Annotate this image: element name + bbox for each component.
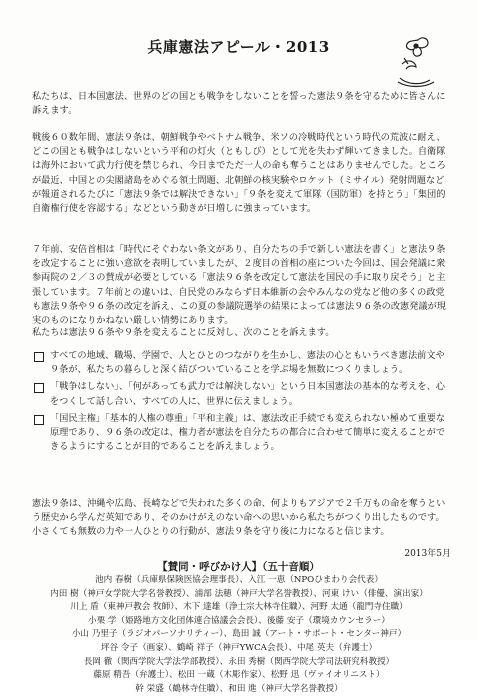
checkbox-icon bbox=[34, 383, 44, 393]
checkbox-icon bbox=[34, 352, 44, 362]
intro-text: 私たちは、日本国憲法、世界のどの国とも戦争をしないことを誓った憲法９条を守るために皆さんに訴えます。 bbox=[32, 91, 446, 117]
list-item bbox=[32, 380, 452, 408]
supporter-row: 川上 盾（東神戸教会 牧師）、木下 達雄（浄土宗大林寺住職）、河野 太通（龍門寺住職） bbox=[70, 602, 408, 613]
paragraph-2 bbox=[32, 243, 452, 328]
list-item bbox=[32, 349, 452, 377]
checkbox-icon bbox=[34, 415, 44, 425]
paragraph-3-text: 私たちは憲法９６条や９条を変えることに反対し、次のことを訴えます。 bbox=[32, 327, 335, 338]
supporter-row: 池内 春樹（兵庫県保険医協会理事長）、入江 一恵（NPOひまわり会代表） bbox=[95, 575, 383, 585]
document-date: 2013年5月 bbox=[404, 549, 451, 559]
paragraph-3 bbox=[32, 326, 452, 340]
supporter-row: 長岡 徹（関西学院大学法学部教授）、永田 秀樹（関西学院大学司法研究科教授） bbox=[83, 656, 395, 667]
supporter-row: 幹 栄盛（鶴林寺住職）、和田 進（神戸大学名誉教授） bbox=[135, 683, 343, 694]
supporters-heading: 【賛同・呼びかけ人】（五十音順） bbox=[157, 561, 320, 573]
document-title: 兵庫憲法アピール・2013 bbox=[147, 38, 330, 56]
list-item-text: 「国民主権」「基本的人権の尊重」「平和主義」は、憲法改正手続でも変えられない極めて重要な原理であり、９６条の改定は、権力者が憲法を自分たちの都合に合わせて簡単に変えることができるようにすることが目的であることを訴えましょう。 bbox=[50, 412, 446, 453]
supporter-row: 坪谷 令子（画家）、鶴崎 祥子（神戸YWCA会長）、中尾 英夫（弁護士） bbox=[100, 642, 378, 653]
supporter-row: 小栗 学（姫路地方文化団体連合協議会会長）、後藤 安子（環境カウンセラー） bbox=[88, 615, 390, 626]
intro-paragraph bbox=[32, 90, 452, 118]
paragraph-4-text: 憲法９条は、沖縄や広島、長崎などで失われた多くの命、何よりもアジアで２千万もの命を奪うという歴史から学んだ英知であり、そのかけがえのない命への思いから私たちがつくり出したものです。小さくても無数の力や一人ひとりの行動が、憲法９条を守り後に力になると信じます。 bbox=[32, 498, 446, 538]
list-item-text: 「戦争はしない」、「何があっても武力では解決しない」という日本国憲法の基本的な考えを、心をつくして話し合い、すべての人に、世界に伝えましょう。 bbox=[50, 381, 445, 407]
list-item-text: すべての地域、職場、学園で、人とひとのつながりを生かし、憲法の心ともいうべき憲法前文や９条が、私たちの暮らしと深く結びついていることを学ぶ場を無数につくりましょう。 bbox=[50, 350, 445, 376]
list-item bbox=[32, 412, 452, 455]
paragraph-2-text: ７年前、安倍首相は「時代にそぐわない条文があり、自分たちの手で新しい憲法を書く」と憲法９条を改定することに強い意欲を表明していましたが、２度目の首相の座についた今回は、国会発議に衆参両院の２／３の賛成が必要としている「憲法９６条を改定して憲法を国民の手に取り戻そう」と主張しています。７年前との違いは、自民党のみならず日本維新の会やみんなの党など他の多くの政党も憲法９条や９６条の改定を訴え、この夏の参議院選挙の結果によっては憲法９６条の改憲発議が現実のものになりかねない厳しい情勢にあります。 bbox=[32, 244, 446, 327]
paragraph-4 bbox=[32, 497, 452, 540]
supporters-list bbox=[14, 574, 464, 696]
supporter-row: 小山 乃里子（ラジオパーソナリティー）、島田 誠（アート・サポート・センター神戸） bbox=[71, 629, 407, 640]
appeal-list bbox=[32, 349, 452, 457]
supporter-row: 藤原 精吾（弁護士）、松田 一蔵（木彫作家）、松野 迅（ヴァイオリニスト） bbox=[93, 670, 385, 681]
paragraph-1 bbox=[32, 131, 452, 216]
paragraph-1-text: 戦後６０数年間、憲法９条は、朝鮮戦争やベトナム戦争、米ソの冷戦時代という時代の荒波に耐え、どこの国とも戦争はしないという平和の灯火（ともしび）として光を失わず輝いてきました。自衛隊は海外において武力行使を禁じられ、今日までただ一人の命も奪うことはありませんでした。ところが最近、中国との尖閣諸島をめぐる領土問題、北朝鮮の核実験やロケット（ミサイル）発射問題などが報道されるたびに「憲法９条では解決できない」「９条を変えて軍隊（国防軍）を持とう」「集団的自衛権行使を容認する」などという動きが日増しに強まっています。 bbox=[32, 132, 446, 215]
supporter-row: 内田 樹（神戸女学院大学名誉教授）、浦部 法穂（神戸大学名誉教授）、河東 けい（俳優、演出家） bbox=[50, 588, 428, 599]
